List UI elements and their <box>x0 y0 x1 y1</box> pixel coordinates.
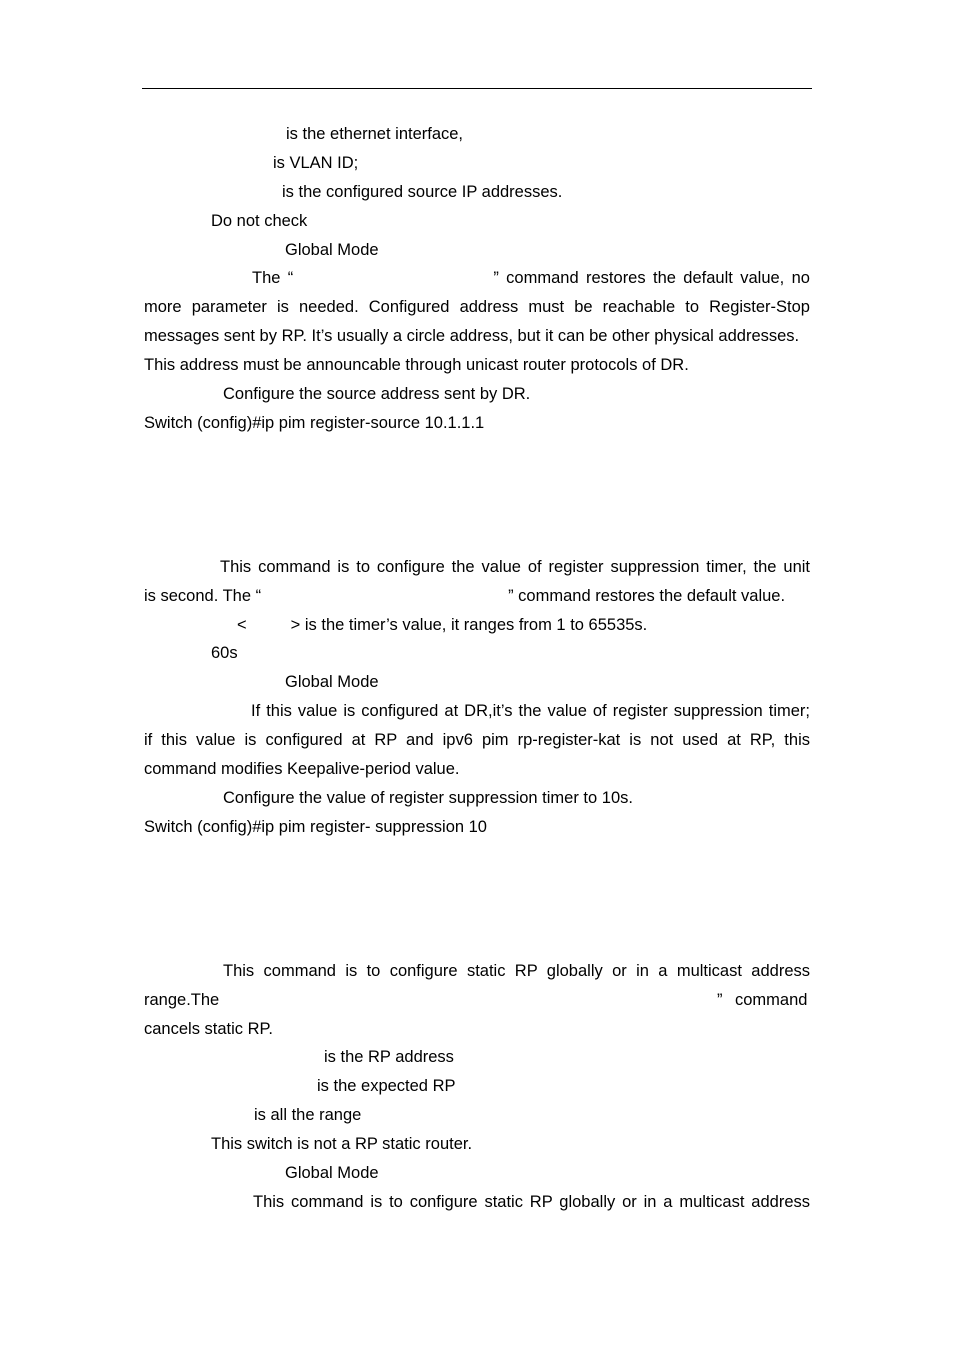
param-vlan: is VLAN ID; <box>273 154 359 172</box>
default-value: Do not check <box>211 212 308 230</box>
command-mode: Global Mode <box>285 241 379 259</box>
command-mode: Global Mode <box>285 1164 379 1182</box>
default-value: This switch is not a RP static router. <box>211 1135 473 1153</box>
usage-line-3: messages sent by RP. It’s usually a circle address, but it can be other physical addresses. <box>144 327 800 345</box>
example-command: Switch (config)#ip pim register- suppression 10 <box>144 818 487 836</box>
usage-line-3: command modifies Keepalive-period value. <box>144 760 460 778</box>
function-line-3: cancels static RP. <box>144 1020 274 1038</box>
function-line-1: This command is to configure the value of register suppression timer, the unit <box>220 558 810 576</box>
function-line-2-start: range.The <box>144 991 220 1009</box>
function-line-1: This command is to configure static RP globally or in a multicast address <box>223 962 810 980</box>
example-command: Switch (config)#ip pim register-source 10.1.1.1 <box>144 414 485 432</box>
param-expected-rp: is the expected RP <box>317 1077 456 1095</box>
param-rp-address: is the RP address <box>324 1048 454 1066</box>
param-range: is all the range <box>254 1106 362 1124</box>
example-description: Configure the source address sent by DR. <box>223 385 531 403</box>
usage-line-2: if this value is configured at RP and ipv6 pim rp-register-kat is not used at RP, this <box>144 731 810 749</box>
param-source-ip: is the configured source IP addresses. <box>282 183 563 201</box>
parameter-line: < > is the timer’s value, it ranges from 1 to 65535s. <box>237 616 648 634</box>
default-value: 60s <box>211 644 238 662</box>
usage-line-1: This command is to configure static RP globally or in a multicast address <box>253 1193 810 1211</box>
usage-line-1: If this value is configured at DR,it’s the value of register suppression timer; <box>251 702 810 720</box>
example-description: Configure the value of register suppression timer to 10s. <box>223 789 633 807</box>
function-line-2-quote: ” <box>717 991 723 1009</box>
function-line-2: is second. The “ ” command restores the default value. <box>144 587 786 605</box>
command-mode: Global Mode <box>285 673 379 691</box>
param-ethernet: is the ethernet interface, <box>286 125 464 143</box>
usage-line-4: This address must be announcable through unicast router protocols of DR. <box>144 356 689 374</box>
usage-line-2: more parameter is needed. Configured address must be reachable to Register-Stop <box>144 298 810 316</box>
function-line-2-end: command <box>735 991 808 1009</box>
usage-line-1: The “ ” command restores the default value, no <box>252 269 810 287</box>
header-rule <box>142 88 812 89</box>
